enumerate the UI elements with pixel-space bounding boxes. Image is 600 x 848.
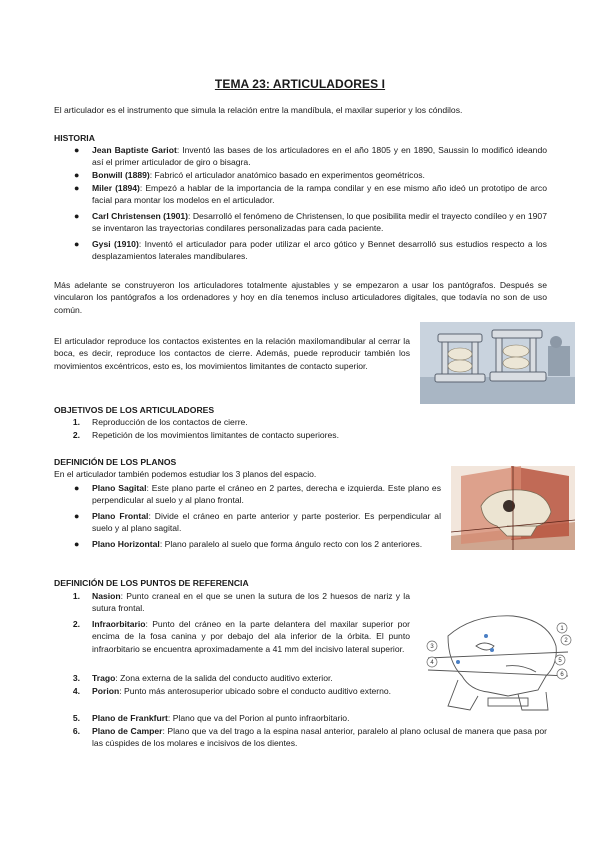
list-number: 2. bbox=[72, 619, 80, 629]
diagram-label: 6 bbox=[560, 672, 564, 678]
historia-item: Miler (1894): Empezó a hablar de la importancia de la rampa condilar y en ese mismo año ideó un prototipo de arco facial para montar los modelos en el articulador. bbox=[92, 183, 547, 206]
plano-item: Plano Horizontal: Plano paralelo al suelo que forma ángulo recto con los 2 anteriores. bbox=[92, 539, 423, 549]
bullet: ● bbox=[74, 511, 80, 521]
objetivo-item: Reproducción de los contactos de cierre. bbox=[92, 417, 248, 427]
plano-item: Plano Sagital: Este plano parte el cráneo en 2 partes, derecha e izquierda. Este plano es perpendicular al suelo y al plano frontal. bbox=[92, 483, 441, 506]
planos-intro: En el articulador también podemos estudiar los 3 planos del espacio. bbox=[54, 469, 317, 479]
diagram-label: 2 bbox=[564, 638, 568, 644]
punto-item: Nasion: Punto craneal en el que se unen la sutura de los 2 huesos de nariz y la sutura frontal. bbox=[92, 591, 410, 614]
list-number: 5. bbox=[72, 713, 80, 723]
punto-item: Plano de Frankfurt: Plano que va del Porion al punto infraorbitario. bbox=[92, 713, 350, 723]
bullet: ● bbox=[74, 483, 80, 493]
historia-item: Bonwill (1889): Fabricó el articulador anatómico basado en experimentos geométricos. bbox=[92, 170, 425, 180]
historia-item: Jean Baptiste Gariot: Inventó las bases de los articuladores en el año 1805 y en 1890, Saussin lo modificó ideando así el primer articulador de giro o bisagra. bbox=[92, 145, 547, 168]
punto-item: Plano de Camper: Plano que va del trago a la espina nasal anterior, paralelo al plano oclusal de manera que pasa por las cúspides de los molares e incisivos de los dientes. bbox=[92, 726, 547, 749]
objetivo-item: Repetición de los movimientos limitantes de contacto superiores. bbox=[92, 430, 339, 440]
punto-item: Infraorbitario: Punto del cráneo en la parte delantera del maxilar superior por encima de la fosa canina y por debajo del ala inferior de la órbita. El punto infraorbitario se encuentra aproximadamente a 41 mm del incisivo lateral superior. bbox=[92, 619, 410, 654]
bullet: ● bbox=[74, 211, 80, 221]
bullet: ● bbox=[74, 170, 80, 180]
plano-item: Plano Frontal: Divide el cráneo en parte anterior y parte posterior. Es perpendicular al suelo y al plano sagital. bbox=[92, 511, 441, 534]
articulator-photo bbox=[420, 322, 575, 404]
historia-item: Carl Christensen (1901): Desarrolló el fenómeno de Christensen, lo que posibilita medir el trayecto condíleo y en 1907 se inventaron las trayectorias condilares personalizadas para cada paciente. bbox=[92, 211, 547, 234]
list-number: 6. bbox=[72, 726, 80, 736]
diagram-label: 4 bbox=[430, 660, 434, 666]
punto-item: Trago: Zona externa de la salida del conducto auditivo exterior. bbox=[92, 673, 333, 683]
punto-item: Porion: Punto más anterosuperior ubicado sobre el conducto auditivo externo. bbox=[92, 686, 392, 696]
diagram-label: 5 bbox=[558, 658, 562, 664]
intro-paragraph: El articulador es el instrumento que simula la relación entre la mandíbula, el maxilar superior y los cóndilos. bbox=[54, 105, 463, 115]
list-number: 2. bbox=[72, 430, 80, 440]
diagram-label: 3 bbox=[430, 644, 434, 650]
list-number: 1. bbox=[72, 417, 80, 427]
list-number: 1. bbox=[72, 591, 80, 601]
page-title: TEMA 23: ARTICULADORES I bbox=[214, 77, 386, 91]
puntos-heading: DEFINICIÓN DE LOS PUNTOS DE REFERENCIA bbox=[54, 578, 249, 588]
bullet: ● bbox=[74, 183, 80, 193]
planos-heading: DEFINICIÓN DE LOS PLANOS bbox=[54, 457, 177, 467]
bullet: ● bbox=[74, 239, 80, 249]
objetivos-heading: OBJETIVOS DE LOS ARTICULADORES bbox=[54, 405, 215, 415]
historia-heading: HISTORIA bbox=[54, 133, 95, 143]
bullet: ● bbox=[74, 145, 80, 155]
list-number: 4. bbox=[72, 686, 80, 696]
bullet: ● bbox=[74, 539, 80, 549]
skull-planes-image bbox=[451, 466, 575, 550]
list-number: 3. bbox=[72, 673, 80, 683]
paragraph-articulador: El articulador reproduce los contactos existentes en la relación maxilomandibular al cerrar la boca, es decir, reproduce los contactos de cierre. Además, puede reproducir también los movimientos excéntricos, esto es, los movimientos limitantes de contacto superior. bbox=[54, 336, 410, 371]
reference-points-diagram bbox=[418, 606, 578, 720]
diagram-label: 1 bbox=[560, 626, 564, 632]
historia-item: Gysi (1910): Inventó el articulador para poder utilizar el arco gótico y Bennet desarrolló sus estudios respecto a los desplazamientos laterales mandibulares. bbox=[92, 239, 547, 262]
paragraph-pantografos: Más adelante se construyeron los articuladores totalmente ajustables y se empezaron a usar los pantógrafos. Después se vincularon los pantógrafos a los ordenadores y hoy en día tenemos incluso articuladores digitales, que todavía no son de uso común. bbox=[54, 280, 547, 315]
